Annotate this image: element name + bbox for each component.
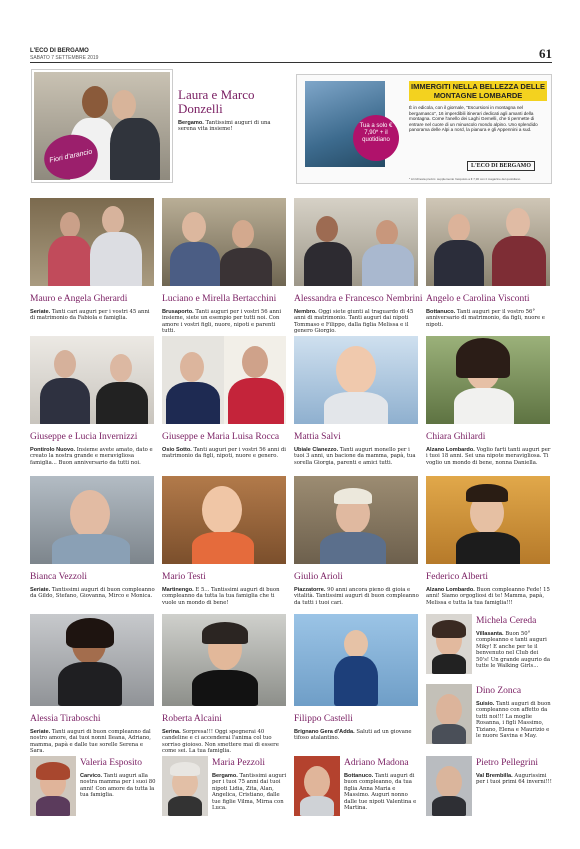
entry-name: Alessia Tiraboschi xyxy=(30,714,101,724)
entry-place: Seriate. xyxy=(30,729,51,735)
entry-photo xyxy=(30,336,154,424)
entry-photo xyxy=(30,476,154,564)
entry-place: Brignano Gera d'Adda. xyxy=(294,729,355,735)
entry-text: Tantissimi auguri di buon compleanno da Gildo, Stefano, Giovanna, Mirco e Monica. xyxy=(30,587,155,600)
entry-name: Pietro Pellegrini xyxy=(476,758,539,768)
entry-place: Ubiale Clanezzo. xyxy=(294,447,339,453)
issue-date: SABATO 7 SETTEMBRE 2019 xyxy=(30,55,99,61)
entry-message xyxy=(162,587,288,606)
entry-place: Martinengo. xyxy=(162,587,194,593)
entry-message xyxy=(294,729,420,742)
entry-message xyxy=(476,631,552,669)
entry-name: Luciano e Mirella Bertacchini xyxy=(162,294,277,304)
entry-message xyxy=(80,773,156,799)
entry-name: Angelo e Carolina Visconti xyxy=(426,294,530,304)
entry-photo xyxy=(294,336,418,424)
entry-name: Giulio Arioli xyxy=(294,572,343,582)
entry-text: Tanti auguri per il vostro 56° anniversario di matrimonio, da figli, nuore e nipoti. xyxy=(426,309,545,328)
entry-photo xyxy=(30,198,154,286)
entry-photo xyxy=(162,756,208,816)
newspaper-logo: L'ECO DI BERGAMO xyxy=(467,161,535,171)
entry-photo xyxy=(294,756,340,816)
entry-message xyxy=(294,587,420,606)
entry-place: Carvico. xyxy=(80,773,103,779)
entry-photo xyxy=(426,476,550,564)
entry-place: Bottanuco. xyxy=(344,773,374,779)
entry-text: Tanti auguri alla nostra mamma per i suoi 80 anni! Con amore da tutta la tua famiglia. xyxy=(80,773,156,799)
entry-message xyxy=(162,447,288,460)
entry-place: Pontirolo Nuovo. xyxy=(30,447,76,453)
entry-place: Suisio. xyxy=(476,701,495,707)
entry-photo xyxy=(426,198,550,286)
page-number: 61 xyxy=(539,46,552,61)
entry-message xyxy=(426,447,552,466)
entry-message xyxy=(426,587,552,606)
entry-name: Michela Cereda xyxy=(476,616,537,626)
entry-message xyxy=(30,587,156,600)
entry-text: Tanti auguri per i vostri 56 anni insieme, siete un esempio per tutti noi. Con amore i vostri figli, nuore, nipoti e parenti tutti. xyxy=(162,309,282,335)
entry-text: Tanti auguri monello per i tuoi 3 anni, un bacione da mamma, papà, tua sorella Giorgia, parenti e amici tutti. xyxy=(294,447,416,466)
entry-name: Maria Pezzoli xyxy=(212,758,266,768)
entry-place: Serina. xyxy=(162,729,181,735)
entry-name: Dino Zonca xyxy=(476,686,522,696)
entry-name: Mattia Salvi xyxy=(294,432,341,442)
entry-place: Villasanta. xyxy=(476,631,504,637)
entry-message xyxy=(476,701,552,739)
ad-headline: IMMERGITI NELLA BELLEZZA DELLE MONTAGNE LOMBARDE xyxy=(410,82,546,100)
entry-place: Alzano Lombardo. xyxy=(426,587,475,593)
entry-photo xyxy=(162,336,286,424)
entry-place: Alzano Lombardo. xyxy=(426,447,475,453)
entry-text: Sorpresa!!! Oggi spegnerai 40 candeline e ci accenderai l'anima col tuo sorriso gioioso. Non smettere mai di essere come sei. La tua famiglia. xyxy=(162,729,279,755)
entry-message xyxy=(476,773,552,786)
entry-text: Voglio farti tanti auguri per i tuoi 18 anni. Sei una nipote meravigliosa. Ti voglio un mondo di bene, nonna Daniella. xyxy=(426,447,551,466)
entry-place: Brusaporto. xyxy=(162,309,194,315)
entry-message xyxy=(294,309,420,335)
entry-photo xyxy=(30,756,76,816)
entry-photo xyxy=(294,476,418,564)
entry-place: Seriate. xyxy=(30,309,51,315)
entry-place: Seriate. xyxy=(30,587,51,593)
entry-message xyxy=(212,773,288,811)
entry-name: Roberta Alcaini xyxy=(162,714,222,724)
entry-text: Augurissimi per i tuoi primi 64 inverni!!! xyxy=(476,773,552,786)
entry-place: Val Brembilla. xyxy=(476,773,513,779)
entry-place: Piazzatorre. xyxy=(294,587,326,593)
entry-text: Tantissimi auguri per i tuoi 75 anni dai tuoi nipoti Lidia, Zita, Alan, Angelica, Cristiano, dalle tue figlie Vilma, Mirna con Luca. xyxy=(212,773,287,812)
entry-photo xyxy=(426,614,472,674)
entry-text: Tanti auguri per i vostri 56 anni di matrimonio da figli, nipoti, nuore e genero. xyxy=(162,447,286,460)
entry-name: Mario Testi xyxy=(162,572,206,582)
wedding-badge: Fiori d'arancio xyxy=(40,130,102,184)
entry-name: Valeria Esposito xyxy=(80,758,143,768)
entry-name: Filippo Castelli xyxy=(294,714,353,724)
entry-photo xyxy=(294,614,418,706)
entry-photo xyxy=(294,198,418,286)
entry-photo xyxy=(426,336,550,424)
entry-message xyxy=(30,309,154,322)
entry-name: Alessandra e Francesco Nembrini xyxy=(294,294,423,304)
entry-photo xyxy=(162,476,286,564)
entry-photo xyxy=(162,198,286,286)
entry-message xyxy=(162,729,288,755)
featured-text: Tantissimi auguri di una serena vita insieme! xyxy=(178,120,271,133)
ad-body-text: È in edicola, con il giornale, "Escursioni in montagna nel bergamasco", 16 imperdibili itinerari dedicati agli amanti della montagna. Come l'anello dei Laghi Gemelli, che ti permette di entrare nel cuore di un minuscolo mondo alpino. Uno splendido panorama delle Alpi a nord, la pianura e gli Appennini a sud. xyxy=(409,105,538,133)
entry-place: Bergamo. xyxy=(212,773,238,779)
price-badge: Tua a solo € 7,90* + il quotidiano xyxy=(353,115,399,161)
entry-text: Tanti cari auguri per i vostri 45 anni di matrimonio da Fabiola e famiglia. xyxy=(30,309,150,322)
featured-place: Bergamo. xyxy=(178,120,204,126)
entry-name: Giuseppe e Maria Luisa Rocca xyxy=(162,432,280,442)
entry-message xyxy=(426,309,552,328)
entry-text: Tanti auguri di buon compleanno con affetto da tutti noi!!! La moglie Rosanna, i figli Massimo, Tiziano, Elena e Maurizio e le nuore Savina e May. xyxy=(476,701,551,740)
entry-name: Bianca Vezzoli xyxy=(30,572,88,582)
entry-name: Giuseppe e Lucia Invernizzi xyxy=(30,432,138,442)
entry-text: Buon compleanno Fede! 15 anni! Siamo orgogliosi di te! Mamma, papà, Melissa e tutta la tua famiglia!!! xyxy=(426,587,550,606)
entry-photo xyxy=(30,614,154,706)
entry-place: Osio Sotto. xyxy=(162,447,192,453)
entry-message xyxy=(294,447,420,466)
entry-name: Chiara Ghilardi xyxy=(426,432,486,442)
featured-message xyxy=(178,120,286,133)
entry-place: Nembro. xyxy=(294,309,317,315)
entry-message xyxy=(30,729,156,755)
entry-text: Oggi siete giunti al traguardo di 45 anni di matrimonio. Tanti auguri dai nipoti Tommaso e Filippo, dalla figlia Melissa e il genero Giorgio. xyxy=(294,309,414,335)
entry-text: Tanti auguri di buon compleanno dal nostro amore, dai tuoi nonni Ileana, Adriano, mamma, papà e dalle tue sorelle Serena e Sara. xyxy=(30,729,151,755)
entry-photo xyxy=(162,614,286,706)
entry-message xyxy=(30,447,156,466)
entry-name: Adriano Madona xyxy=(344,758,409,768)
entry-photo xyxy=(426,684,472,744)
entry-message xyxy=(344,773,420,811)
entry-text: E 5... Tantissimi auguri di buon compleanno da tutta la tua famiglia che ti vuole un mondo di bene! xyxy=(162,587,280,606)
entry-text: Insieme avete amato, dato e creato la nostra grande e meravigliosa famiglia... Buon anniversario da tutti noi. xyxy=(30,447,153,466)
entry-name: Mauro e Angela Gherardi xyxy=(30,294,128,304)
advertisement-box xyxy=(296,74,552,184)
entry-message xyxy=(162,309,288,335)
entry-text: Saluti ad un giovane tifoso atalantino. xyxy=(294,729,412,742)
entry-text: 90 anni ancora pieno di gioia e vitalità. Tantissimi auguri di buon compleanno da tutti i tuoi cari. xyxy=(294,587,419,606)
featured-name: Laura e Marco Donzelli xyxy=(178,87,255,116)
entry-photo xyxy=(426,756,472,816)
header-rule xyxy=(30,62,552,63)
ad-footnote: * Al richiesta prezzo: supplemento l'acquisto a € 7,90 con il magazine del quotidiano xyxy=(409,177,521,181)
entry-text: Tanti auguri di buon compleanno, da tua figlia Anna Maria e Massimo. Auguri nonno dalle tue nipoti Valentina e Martina. xyxy=(344,773,417,812)
entry-place: Bottanuco. xyxy=(426,309,456,315)
entry-name: Federico Alberti xyxy=(426,572,488,582)
entry-text: Buon 50° compleanno e tanti auguri Miky! E anche per te il benvenuto nel Club dei 50's! Un grande augurio da tutte le Walking Girls... xyxy=(476,631,551,670)
publication-name: L'ECO DI BERGAMO xyxy=(30,48,89,54)
